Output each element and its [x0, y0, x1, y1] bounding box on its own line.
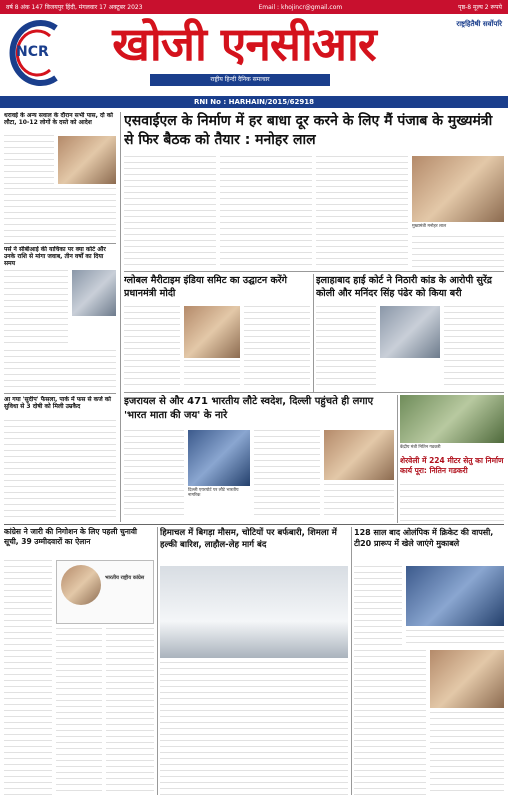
- rni-number: RNI No : HARHAIN/2015/62918: [0, 96, 508, 108]
- israel-photo-2: [324, 430, 394, 480]
- lead-body-col3: [316, 156, 408, 268]
- column-divider: [157, 527, 158, 795]
- newspaper-title: खोजी एनसीआर: [112, 17, 376, 71]
- left-top-headline[interactable]: धरावई के अन्य सवाल के दौरान सभी पास, दो को लौटा, 10-12 लोगों के दस्ते को आदेश: [4, 112, 113, 126]
- global-maritime-headline[interactable]: ग्लोबल मैरीटाइम इंडिया समिट का उद्घाटन करेंगे प्रधानमंत्री मोदी: [124, 275, 288, 299]
- left-bottom-headline[interactable]: आ गया 'सुदीप' फैसला, पार्क में फस से कर्ज को सुविधा से 3 दोषी को मिली उम्रकैद: [4, 396, 111, 410]
- top-info-bar: [0, 0, 508, 14]
- maritime-body-3: [184, 360, 240, 388]
- left-top-photo: [58, 136, 116, 184]
- cm-photo-caption: मुख्यमंत्री मनोहर लाल: [412, 224, 447, 229]
- lead-headline[interactable]: एसवाईएल के निर्माण में हर बाधा दूर करने के लिए मैं पंजाब के मुख्यमंत्री से फिर बैठक को तैयार : मनोहर लाल: [124, 113, 493, 148]
- maritime-body: [124, 306, 180, 388]
- snow-photo: [160, 566, 348, 658]
- maritime-body-2: [244, 306, 310, 388]
- lead-body-col2: [220, 156, 312, 268]
- congress-body-3: [106, 628, 154, 796]
- left-bottom-body: [4, 420, 116, 518]
- gadkari-photo-caption: केंद्रीय मंत्री नितिन गडकरी: [400, 445, 441, 450]
- congress-hand-icon: [61, 565, 101, 605]
- nithari-headline[interactable]: इलाहाबाद हाई कोर्ट ने निठारी कांड के आरोपी सुरेंद्र कोली और मनिंदर सिंह पंढेर को किया बरी: [316, 275, 492, 299]
- congress-headline[interactable]: कांग्रेस ने जारी की निगोशन के लिए पहली चुनावी सूची, 39 उम्मीदवारों का ऐलान: [4, 527, 137, 546]
- logo-text: NCR: [16, 44, 49, 60]
- column-divider: [120, 112, 121, 522]
- column-divider: [351, 527, 352, 795]
- congress-logo-label: भारतीय राष्ट्रीय कांग्रेस: [105, 575, 145, 581]
- himachal-headline[interactable]: हिमाचल में बिगड़ा मौसम, चोटियों पर बर्फबारी, शिमला में हल्की बारिश, लाहौल-लेह मार्ग बंद: [160, 528, 337, 550]
- column-divider: [313, 274, 314, 392]
- cricket-headline[interactable]: 128 साल बाद ओलंपिक में क्रिकेट की वापसी, टी20 प्रारूप में खेले जाएंगे मुकाबले: [354, 528, 494, 548]
- israel-body: [124, 430, 184, 520]
- israel-body-2: [254, 430, 320, 520]
- subtagline: राष्ट्रीय हिन्दी दैनिक समाचार: [150, 74, 330, 86]
- email-info[interactable]: Email : khojincr@gmail.com: [258, 3, 343, 11]
- nithari-body-2: [444, 306, 504, 390]
- left-mid-body-2: [4, 350, 116, 390]
- gadkari-headline[interactable]: शेरवेली में 224 मीटर सेतु का निर्माण कार्य पूरा: नितिन गडकरी: [400, 456, 504, 475]
- congress-logo-box: [56, 560, 154, 624]
- left-mid-body: [4, 270, 68, 348]
- left-top-body-2: [4, 188, 116, 240]
- cricket-body-4: [430, 712, 504, 796]
- cricket-photo: [406, 566, 504, 626]
- cricket-body-3: [354, 650, 426, 796]
- issue-info: वर्ष 8 अंक 147 विजयपुर हिंदी, मंगलवार 17 अक्टूबर 2023: [6, 4, 143, 11]
- congress-body: [4, 560, 52, 796]
- divider: [4, 243, 116, 244]
- cm-photo: [412, 156, 504, 222]
- divider: [4, 393, 116, 394]
- price-info: पृष्ठ-8 मूल्य 2 रूपये: [458, 4, 502, 11]
- lead-body-col1: [124, 156, 216, 268]
- nithari-body: [316, 306, 376, 390]
- gadkari-body: [400, 484, 504, 522]
- israel-photo: [188, 430, 250, 486]
- nithari-photo: [380, 306, 440, 358]
- column-divider: [397, 395, 398, 523]
- congress-body-2: [56, 628, 102, 796]
- divider: [4, 524, 504, 525]
- israel-headline[interactable]: इजरायल से और 471 भारतीय लौटे स्वदेश, दिल्ली पहुंचते ही लगाए 'भारत माता की जय' के नारे: [124, 396, 374, 421]
- israel-photo-caption: दिल्ली एयरपोर्ट पर लौटे भारतीय नागरिक: [188, 488, 239, 499]
- masthead: [0, 14, 508, 94]
- divider: [124, 271, 504, 272]
- divider: [124, 392, 504, 393]
- left-top-body: [4, 135, 54, 185]
- bridge-photo: [400, 395, 504, 443]
- left-mid-headline[interactable]: पर्स ने सीबीआई की याचिका पर क्या कोर्ट और उनके राशि से मांगा जवाब, तीन वर्षों का दिया समय: [4, 246, 106, 267]
- himachal-body: [160, 662, 348, 796]
- cricket-photo-2: [430, 650, 504, 708]
- tagline: राष्ट्रहितैषी सर्वोपरि: [456, 20, 502, 28]
- cricket-body: [354, 566, 402, 646]
- modi-photo: [184, 306, 240, 358]
- israel-body-3: [324, 484, 394, 520]
- cricket-body-2: [406, 630, 504, 646]
- left-mid-photo: [72, 270, 116, 316]
- lead-body-col4: [412, 236, 504, 268]
